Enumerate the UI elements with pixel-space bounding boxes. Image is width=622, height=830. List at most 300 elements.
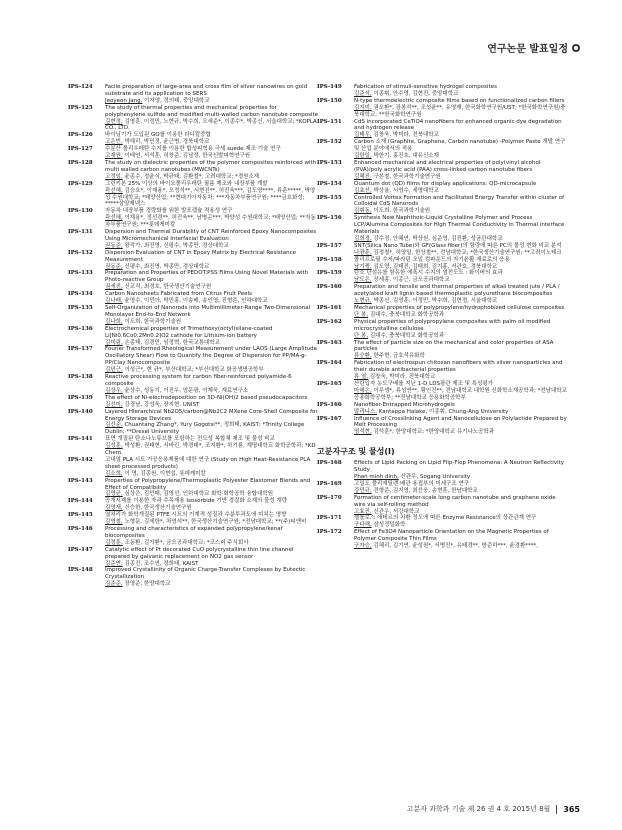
paper-title: Fabrication of electrospun chitosan nanofibers with silver nanoparticles and their durable antibacterial properties: [354, 360, 563, 374]
paper-title: Effects of Lipid Packing on Lipid Flip-Flop Phenomena: A Neutron Reflectivity Study: [354, 460, 565, 474]
paper-title: Mechanical properties of polypropylene/hydrophobized cellulose composites: [354, 305, 565, 311]
paper-entry: [68, 547, 318, 568]
paper-body: [105, 436, 318, 457]
paper-id: IPS-136: [68, 325, 93, 332]
paper-id: IPS-155: [317, 194, 342, 201]
paper-authors: [105, 264, 318, 271]
paper-id: IPS-138: [68, 374, 93, 381]
left-column: [68, 84, 318, 588]
presenting-author: 나광훈,: [354, 249, 372, 256]
paper-body: [105, 547, 318, 568]
presenting-author: 김영균,: [105, 491, 123, 498]
paper-entry: [317, 515, 567, 529]
paper-id: IPS-158: [317, 256, 342, 263]
paper-entry: [317, 160, 567, 181]
right-column: [317, 84, 567, 550]
paper-authors: [354, 277, 567, 284]
presenting-author: 말리니스,: [354, 408, 378, 415]
coauthors-affiliation: 신교직, 최경호, 한국생산기술연구원: [122, 284, 212, 291]
paper-id: IPS-135: [68, 305, 93, 311]
coauthors-affiliation: 손종태, 김경민, 임정혁, 한국교통대학교: [122, 339, 220, 346]
paper-id: IPS-163: [317, 339, 342, 346]
paper-body: [354, 529, 567, 550]
paper-authors: [105, 215, 318, 229]
paper-authors: [105, 402, 318, 409]
paper-entry: [317, 195, 567, 216]
paper-id: IPS-144: [68, 498, 93, 505]
paper-title: N-type thermoelectric composite films based on functionalized carbon fillers: [354, 97, 565, 104]
coauthors-affiliation: 김창욱, 박미라, 전북대학교: [371, 132, 439, 139]
paper-title: 고내열 PLA 시트 가공응용제품에 대한 연구 (Study on High Heat-Resistance PLA sheet processed products): [105, 456, 311, 470]
presenting-author: 김선미,: [105, 401, 123, 408]
paper-entry: [68, 326, 318, 347]
paper-body: [354, 284, 567, 305]
paper-entry: [68, 478, 318, 499]
paper-title: Synthesis New Naphthoic-Liquid Crystalline Polymer and Process LCP/Alumina Composites for High Thermal Conductivity in Thermal interface Materials: [354, 215, 565, 236]
paper-entry: [68, 498, 318, 512]
paper-id: IPS-147: [68, 546, 93, 553]
paper-id: IPS-130: [68, 208, 93, 215]
paper-entry: [317, 381, 567, 402]
presenting-author: 김준연,: [105, 560, 123, 567]
paper-authors: [105, 519, 318, 526]
coauthors-affiliation: 박한기, 홍진호, 대유신소재: [371, 153, 439, 160]
paper-id: IPS-156: [317, 215, 342, 222]
paper-title: 고밀도 폴리에틸렌 배관 용접부의 미세구조 연구: [354, 480, 470, 487]
paper-body: [354, 195, 567, 216]
paper-id: IPS-133: [68, 270, 93, 277]
presenting-author: 김희경,: [354, 235, 372, 242]
paper-title: Fabrication of stimuli-sensitive hydrogel composites: [354, 84, 497, 90]
coauthors-affiliation: 왕작가, 최진영, 신평수, 박종만, 경상대학교: [122, 242, 229, 249]
coauthors-affiliation: 김석훈*, 한양대학교; *한양대학교 유기나노공학과: [371, 429, 495, 436]
presenting-author: 곽선혜,: [105, 187, 123, 194]
presenting-author: 김성훈,: [105, 443, 123, 450]
paper-authors: [105, 340, 318, 347]
paper-authors: [354, 522, 567, 529]
paper-entry: [317, 98, 567, 119]
paper-id: IPS-168: [317, 460, 342, 467]
paper-title: 바이닐기가 도입된 GO를 이용한 라디칼중합: [105, 132, 211, 139]
paper-entry: [317, 340, 567, 361]
paper-id: IPS-150: [317, 97, 342, 104]
paper-entry: [317, 529, 567, 550]
paper-entry: [317, 416, 567, 437]
presenting-author: 김상우,: [105, 387, 123, 394]
paper-body: [105, 208, 318, 229]
coauthors-affiliation: 심상은, 김민태, 김영선, 인하대학교 화학·화학공학 융합대학원: [122, 491, 274, 498]
paper-id: IPS-125: [68, 104, 93, 111]
paper-entry: [68, 250, 318, 271]
paper-authors: [354, 388, 567, 402]
paper-entry: [68, 208, 318, 229]
paper-body: [354, 495, 567, 516]
paper-entry: [68, 567, 318, 588]
presenting-author: 김태우,: [354, 132, 372, 139]
coauthors-affiliation: 노형문, 김세한*, 차영석**, 한국생산기술연구원; *전남대학교; **(주)티앤비: [122, 519, 307, 526]
coauthors-affiliation: 이도희, 한국과학기술원: [122, 318, 182, 325]
paper-title: Quantum dot (QD) films for display applications: QD-microcapsule: [354, 180, 537, 187]
paper-body: [354, 84, 567, 98]
coauthors-affiliation: 이지영, 정의태, 중앙대학교: [142, 97, 210, 104]
paper-title: Fourier Transformed Rheological Measurement under LAOS (Large Amplitude Oscillatory Shear) Flow to Quantify the Degree of Dispersion for PP/MA-g-PP/Clay Nanocomposite: [105, 346, 317, 367]
coauthors-affiliation: 박상율, 서영수, 세명대학교: [371, 187, 439, 194]
paper-id: IPS-131: [68, 229, 93, 236]
paper-id: IPS-167: [317, 415, 342, 422]
paper-title: Preparation and Properties of PEDOT:PSS Films Using Novel Materials with Photo-reactive Group: [105, 270, 309, 284]
paper-title: Carbon 소재 (Graphite, Graphene, Carbon nanotube) -Polymer Paste 개발 연구 및 산업 분야에서의 적용: [354, 139, 566, 153]
coauthors-affiliation: 장영준, 한양대학교: [122, 581, 171, 588]
presenting-author: 권동준,: [105, 242, 123, 249]
presenting-author: 김영재,: [105, 505, 123, 512]
paper-body: [105, 409, 318, 437]
paper-title: Reactive processing system for carbon fiber-reinforced polyamide-6 composite: [105, 374, 292, 387]
paper-entry: [68, 436, 318, 457]
coauthors-affiliation: 김정철*, 허양일, 한상철**, 전남대학교; *한국생산기술연구원; **고려이노테크: [371, 249, 562, 256]
paper-title: The effect of Ni-electrodeposition on 3D-Ni(OH)2 based pseudocapacitors: [105, 394, 308, 401]
paper-authors: [105, 422, 318, 436]
coauthors-affiliation: 삼성정밀화학: [371, 522, 406, 529]
presenting-author: Jeoyeon Jang,: [105, 97, 143, 104]
paper-title: Carbon Nanosheets Fabricated from Citrus Fruit Peels: [105, 291, 252, 298]
paper-id: IPS-137: [68, 346, 93, 353]
paper-entry: [317, 243, 567, 257]
paper-title: Preparation and tensile and thermal properties of alkali treated jute / PLA / acetylated kraft lignin based thermoplastic polyurethane biocomposites: [354, 284, 560, 298]
presenting-author: 김민근,: [105, 367, 123, 374]
paper-body: [354, 270, 567, 284]
paper-authors: [354, 429, 567, 436]
paper-id: IPS-172: [317, 529, 342, 536]
presenting-author: 김선준,: [105, 422, 123, 429]
presenting-author: 류승환,: [354, 353, 372, 360]
paper-authors: [105, 561, 318, 568]
coauthors-affiliation: 이재용*, 정선경**, 허진욱**, 남병곤***, 박양성 수원대학교; *태양산업; **자동차부품연구원; ***롯데케미칼: [105, 215, 316, 229]
presenting-author: 김한일,: [354, 153, 372, 160]
paper-id: IPS-152: [317, 139, 342, 146]
paper-authors: [354, 333, 567, 340]
coauthors-affiliation: 박해리, 박민정, 윤근병, 경북대학교: [122, 139, 210, 146]
presenting-author: 노현규,: [354, 298, 372, 305]
paper-authors: [105, 367, 318, 374]
paper-body: [354, 460, 567, 481]
paper-entry: [317, 319, 567, 340]
paper-title: Physical properties of polypropylene composites with palm oil modified microcrystalline cellulose: [354, 318, 551, 332]
paper-body: [105, 457, 318, 478]
presenting-author: 김소희,: [105, 470, 123, 477]
paper-id: IPS-145: [68, 512, 93, 519]
coauthors-affiliation: 신승한, 한국생산기술연구원: [122, 505, 192, 512]
paper-body: [105, 346, 318, 374]
paper-id: IPS-149: [317, 84, 342, 90]
paper-id: IPS-124: [68, 84, 93, 90]
paper-title: Dispersion Evaluation of CNT in Epoxy Matrix by Electrical Resistance Measurement: [105, 249, 297, 263]
paper-entry: [317, 460, 567, 481]
paper-authors: [105, 471, 318, 478]
paper-id: IPS-126: [68, 132, 93, 139]
coauthors-affiliation: 강경남, 강성욱, 장지현, UNIST: [122, 401, 200, 408]
coauthors-affiliation: 신관우, Sogang University: [398, 474, 471, 481]
presenting-author: 고정임,: [105, 173, 123, 180]
paper-entry: [317, 257, 567, 271]
paper-entry: [317, 305, 567, 319]
paper-title: 산란입자 농도구배를 지닌 1-D LDS광관 제조 및 특성평가: [354, 380, 494, 387]
paper-authors: [354, 353, 567, 360]
paper-authors: [105, 443, 318, 457]
paper-entry: [317, 139, 567, 160]
paper-body: [105, 105, 318, 133]
paper-title: 그린키본 25% 이상의 바이오폴리우레탄 필름 제조와 내장부품 개발: [105, 180, 268, 187]
coauthors-affiliation: 이종휘, 안수영, 김현진, 중앙대학교: [371, 90, 459, 97]
presenting-author: 김준준,: [105, 581, 123, 588]
presenting-author: 김정훈,: [105, 539, 123, 546]
presenting-author: 김미림,: [105, 339, 123, 346]
page-footer: [407, 804, 580, 814]
paper-body: [105, 146, 318, 160]
paper-body: [354, 319, 567, 340]
paper-body: [105, 132, 318, 146]
presenting-author: 김나희,: [105, 318, 123, 325]
paper-entry: [68, 374, 318, 395]
paper-body: [354, 481, 567, 495]
presenting-author: 김혜진,: [354, 173, 372, 180]
paper-id: IPS-159: [317, 270, 342, 277]
paper-title: The study on dielectric properties of the polymer composites reinforced with multi walled carbon nanotubes (MWCNTs): [105, 159, 317, 173]
paper-title: Electrochemical properties of Trimethoxy(octyl)silane-coated Li[Ni0.6Co0.2Mn0.2]O2 cathode for Lithium-ion battery: [105, 325, 273, 339]
presenting-author: 명석현,: [354, 429, 372, 436]
paper-title: 표면 개질된 탄소나노튜브를 포함하는 전도성 복합체 제조 및 물성 비교: [105, 436, 275, 443]
presenting-author: 권세진,: [105, 284, 123, 291]
paper-body: [105, 305, 318, 326]
presenting-author: 구자승,: [354, 543, 372, 550]
presenting-author: 김나래,: [105, 298, 123, 305]
paper-entry: [68, 181, 318, 209]
paper-id: IPS-142: [68, 456, 93, 463]
paper-id: IPS-154: [317, 180, 342, 187]
paper-title: Facile preparation of large-area and cross film of silver nanowires on gold substrate and its application to SERS: [105, 84, 308, 97]
paper-title: Controlled Vortex Formation and Facilitated Energy Transfer within cluster of Colloidal CdS Nanorods: [354, 194, 565, 208]
coauthors-affiliation: 신평수, 최진영, 박종만, 경상대학교: [122, 263, 210, 270]
paper-authors: [354, 474, 567, 481]
paper-authors: [354, 374, 567, 381]
paper-id: IPS-129: [68, 180, 93, 187]
presenting-author: 김휘동,: [354, 208, 372, 215]
presenting-author: 곽선혜,: [105, 215, 123, 222]
circle-icon: [572, 44, 580, 52]
paper-authors: [354, 250, 567, 257]
paper-body: [105, 250, 318, 271]
paper-authors: [105, 581, 318, 588]
paper-body: [105, 181, 318, 209]
paper-body: [354, 360, 567, 381]
header-title: 연구논문 발표일정: [487, 44, 568, 55]
paper-authors: [354, 409, 567, 416]
paper-entry: [68, 305, 318, 326]
paper-body: [354, 181, 567, 195]
paper-id: IPS-153: [317, 159, 342, 166]
paper-body: [105, 326, 318, 347]
paper-body: [354, 305, 567, 319]
paper-authors: [354, 488, 567, 495]
paper-entry: [317, 360, 567, 381]
paper-authors: [354, 91, 567, 98]
paper-entry: [317, 119, 567, 140]
coauthors-affiliation: 윤종수, 정윤식, 박규태, 김환철*, 고려대학교; *경원소재: [122, 173, 260, 180]
coauthors-affiliation: 이태연, 서석훈, 허창준, 김남정, 한국신발피혁연구원: [122, 153, 251, 160]
paper-title: SNT(Silica Nano Tube)와 GF(Glass fiber)의 함량에 따른 PC의 물성 변화 비교 분석: [354, 242, 562, 249]
paper-entry: [317, 284, 567, 305]
coauthors-affiliation: 장세홍, 이종근, 금오공과대학교: [371, 277, 450, 284]
paper-entry: [317, 270, 567, 284]
paper-id: IPS-162: [317, 318, 342, 325]
paper-entry: [68, 526, 318, 547]
paper-title: Dispersion and Thermal Durability of CNT Reinforced Epoxy Nanocomposites Using Micromechanical Interfacial Evaluation: [105, 229, 317, 242]
paper-title: Influence of Crosslinking Agent and Nanocellulose on Polylactide Prepared by Melt Processing: [354, 415, 567, 429]
paper-entry: [68, 146, 318, 160]
presenting-author: 김준석,: [354, 90, 372, 97]
paper-title: 폴리프로필 수지/파라핀 오일 컴파운드의 자기윤활 재료로의 응용: [354, 256, 510, 263]
paper-body: [354, 515, 567, 529]
paper-authors: [354, 298, 567, 305]
paper-title: 탄소 단섬유를 함유한 에폭시 수지의 열전도도 : 화이버의 효과: [354, 270, 503, 277]
paper-entry: [68, 160, 318, 181]
paper-entry: [68, 395, 318, 409]
paper-id: IPS-171: [317, 515, 342, 522]
coauthors-affiliation: 김혜리, 김기연, 윤성원*, 서병진*, 유태경**, 방준하***, 윤경환****,: [371, 543, 539, 550]
paper-id: IPS-169: [317, 480, 342, 487]
paper-body: [105, 291, 318, 305]
presenting-author: 강민규,: [354, 487, 372, 494]
presenting-author: 고효진,: [354, 508, 372, 515]
paper-entry: [68, 291, 318, 305]
paper-body: [354, 257, 567, 271]
paper-authors: [354, 208, 567, 215]
paper-entry: [68, 409, 318, 437]
page-number: 365: [563, 804, 580, 814]
paper-title: Enhanced mechanical and electrical properties of poly(vinyl alcohol (PVA)/poly acrylic acid (PAA) cross-linked carbon nanotube fibers: [354, 159, 541, 173]
coauthors-affiliation: 김영훈, 이정민, 노현규, 박수희, 오세준*, 이종수*, 박종신, 서울대학교; *KOPLA CO., LTD.: [105, 118, 317, 132]
paper-entry: [68, 270, 318, 291]
coauthors-affiliation: 김대수, 충북대학교 화학공학과: [368, 311, 445, 318]
paper-id: IPS-165: [317, 380, 342, 387]
paper-id: IPS-139: [68, 394, 93, 401]
paper-title: Layered Hierarchical Nb2O5/carbon@Nb2C2 MXene Core-Shell Composite for Energy Storage Devices: [105, 408, 318, 422]
paper-id: IPS-170: [317, 494, 342, 501]
paper-entry: [68, 457, 318, 478]
paper-title: The effect of particle size on the mechanical and color properties of ASA particles: [354, 339, 554, 353]
coauthors-affiliation: 권오환*, 장봉석**, 조성윤**, 유영재, 한국화학연구원/UST; *한국화학연구원/충북대학교; **한국화학연구원: [354, 104, 566, 118]
paper-id: IPS-140: [68, 408, 93, 415]
coauthors-affiliation: Kantappa Halake, 이종휘, Chung-Ang University: [377, 408, 509, 415]
coauthors-affiliation: 이 영, 김종원, 이현섭, 롯데케미칼: [122, 470, 206, 477]
presenting-author: 김영철,: [105, 519, 123, 526]
paper-authors: [105, 388, 318, 395]
paper-entry: [317, 215, 567, 243]
page-header: [487, 40, 580, 55]
paper-body: [354, 139, 567, 160]
paper-title: Nanofiber-Entrapped Microhydrogels: [354, 401, 455, 408]
paper-authors: [105, 319, 318, 326]
paper-authors: [105, 243, 318, 250]
paper-authors: [105, 153, 318, 160]
paper-authors: [105, 98, 318, 105]
paper-body: [354, 119, 567, 140]
coauthors-affiliation: 이도희, 한국과학기술원: [371, 208, 431, 215]
paper-id: IPS-166: [317, 401, 342, 408]
paper-body: [354, 243, 567, 257]
paper-body: [354, 98, 567, 119]
paper-id: IPS-134: [68, 291, 93, 298]
presenting-author: 권동준,: [105, 263, 123, 270]
presenting-author: 단 봉,: [354, 332, 369, 339]
paper-body: [354, 160, 567, 181]
paper-body: [105, 374, 318, 395]
coauthors-affiliation: 윤영수, 이민아, 박민홍, 이송배, 송인영, 진형준, 인하대학교: [122, 298, 268, 305]
coauthors-affiliation: 김대수, 충북대학교 화학공학과: [368, 332, 445, 339]
presenting-author: 마혜손,: [354, 387, 372, 394]
presenting-author: 남도은,: [354, 277, 372, 284]
paper-authors: [354, 236, 567, 243]
coauthors-affiliation: 이무생*, 류성연**, 황인진**, 전남대학교 대학원 신화학소재공학과; *전남대학교 응용화학공학부; **전남대학교 응용화학공학부: [354, 387, 567, 401]
paper-id: IPS-160: [317, 284, 342, 291]
paper-title: Improved Crystallinity of Organic Charge-Transfer Complexes by Eutectic Crystallization: [105, 567, 306, 581]
paper-authors: [105, 298, 318, 305]
paper-id: IPS-132: [68, 249, 93, 256]
coauthors-affiliation: 김승호*, 이재용*, 오정석**, 서현진**, 허진욱***, 김도영****, 류훈*****, 박양성 수원대학교; *태양산업; **현대기아자동차; ***자동차부품연구원; ****금호화성; *****삼양제넥스: [105, 187, 316, 208]
paper-id: IPS-151: [317, 118, 342, 125]
paper-entry: [317, 495, 567, 516]
journal-info: 고분자 과학과 기술 제 26 권 4 호 2015년 8월: [406, 805, 551, 813]
paper-entry: [68, 229, 318, 250]
paper-id: IPS-157: [317, 242, 342, 249]
paper-authors: [354, 174, 567, 181]
paper-body: [354, 340, 567, 361]
paper-body: [105, 526, 318, 547]
paper-title: Processing and characteristics of expanded polypropylene/kenaf biocomposites: [105, 526, 283, 539]
paper-body: [105, 270, 318, 291]
paper-entry: [317, 84, 567, 98]
paper-title: CdS incorporated CeTiO4 nanofibers for enhanced organic dye degradation and hydrogen release: [354, 118, 562, 132]
paper-authors: [105, 540, 318, 547]
presenting-author: 단 봉,: [354, 311, 369, 318]
presenting-author: 고재원,: [105, 153, 123, 160]
coauthors-affiliation: 윤상수, 성동기, 이진우, 엄문광, 이제욱, 재료연구소: [122, 387, 249, 394]
paper-entry: [317, 481, 567, 495]
coauthors-affiliation: 한주현, 금호석유화학: [371, 353, 425, 360]
paper-authors: [354, 153, 567, 160]
coauthors-affiliation: 김창욱, 박미라, 전북대학교: [368, 374, 436, 381]
paper-title: Properties of Polypropylene/Thermoplastic Polyester Elastomer Blends and Effect of Compatibility: [105, 477, 311, 491]
paper-title: The study of thermal properties and mechanical properties for polyphenylene sulfide and modified multi-walled carbon nanotube composite: [105, 104, 319, 118]
paper-body: [354, 381, 567, 402]
paper-title: Catalytic effect of Pt decorated CuO polycrystalline thin line channel prepared by galvanic replacement on NO2 gas sensor: [105, 546, 294, 560]
paper-entry: [68, 346, 318, 374]
presenting-author: 김현정,: [105, 118, 123, 125]
coauthors-affiliation: 강수정, 안혜연, 박상원, 심준영, 김진환, 성균관대학교: [371, 235, 503, 242]
paper-authors: [354, 312, 567, 319]
presenting-author: 류 열,: [354, 374, 369, 381]
coauthors-affiliation: 박종신, 김영훈, 이정민, 박수희, 김현정, 서울대학교: [371, 298, 498, 305]
presenting-author: 고은빈,: [105, 139, 123, 146]
paper-body: [354, 215, 567, 243]
paper-body: [354, 402, 567, 416]
paper-id: IPS-128: [68, 159, 93, 166]
presenting-author: 김지미,: [354, 104, 372, 111]
paper-body: [105, 512, 318, 526]
paper-body: [105, 84, 318, 105]
coauthors-affiliation: 조동환, 김기환*, 금오공과대학교; *코스퍼 주식회사: [122, 539, 249, 546]
paper-body: [105, 229, 318, 250]
paper-entry: [68, 84, 318, 105]
